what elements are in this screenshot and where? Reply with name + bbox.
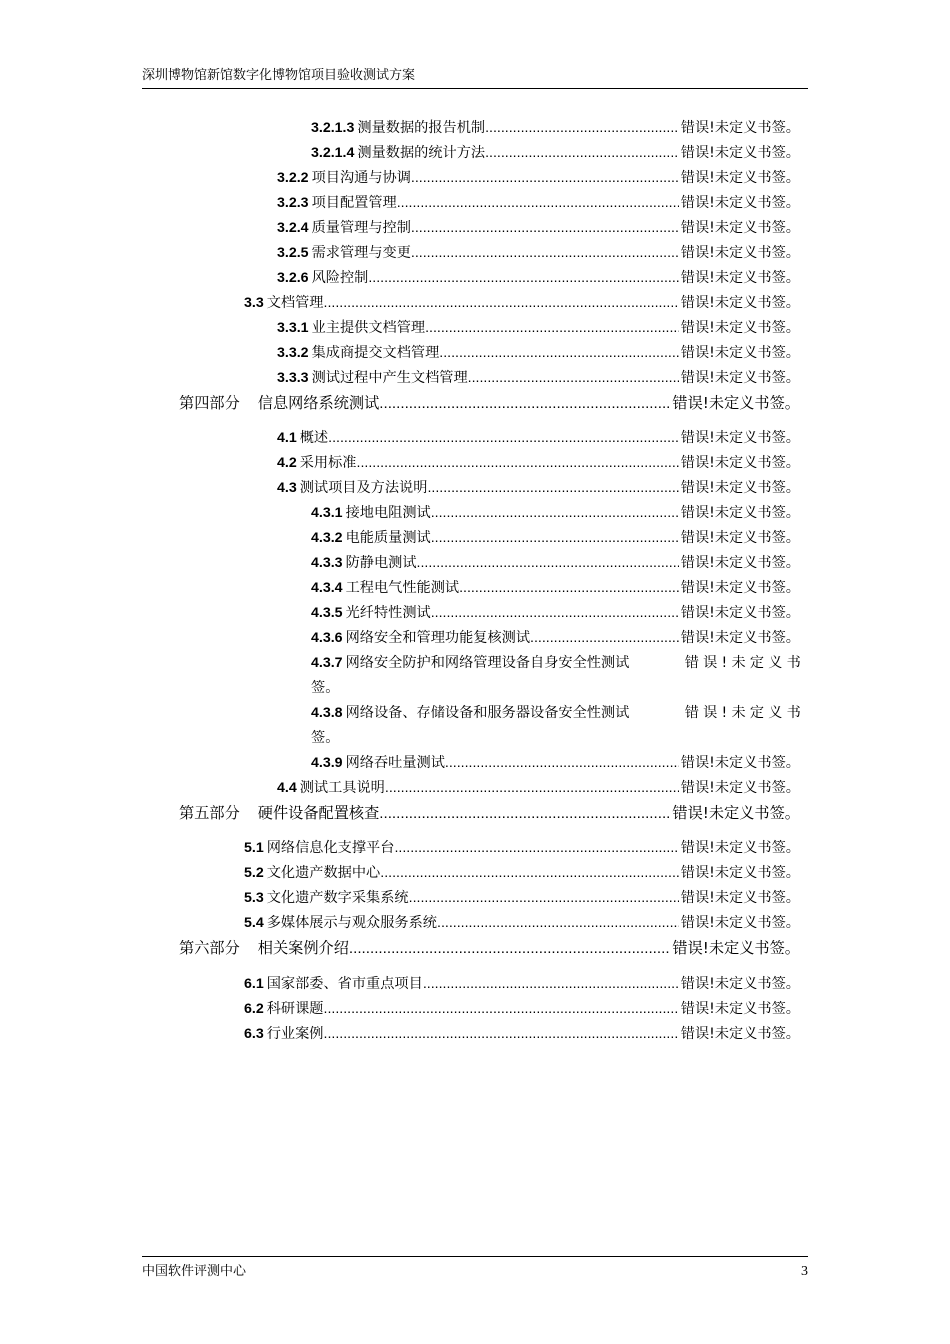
toc-entry-page: 错误!未定义书签。	[680, 195, 800, 211]
toc-entry-title: 相关案例介绍	[257, 939, 349, 957]
toc-entry-page: 错误!未定义书签。	[680, 120, 800, 136]
toc-entry-number: 4.3.7	[311, 655, 343, 671]
toc-entry-page: 错误!未定义书签。	[680, 915, 800, 931]
toc-entry[interactable]	[311, 551, 800, 576]
toc-leader	[485, 116, 679, 141]
toc-leader	[431, 501, 679, 526]
toc-entry-title: 硬件设备配置核查	[257, 804, 380, 822]
page-number: 3	[801, 1264, 808, 1279]
toc-leader	[328, 426, 679, 451]
toc-part-label: 第五部分	[179, 804, 240, 822]
toc-entry-page: 错误!未定义书签。	[680, 530, 800, 546]
toc-entry-title: 测试工具说明	[299, 780, 385, 796]
toc-entry-title: 测量数据的报告机制	[357, 120, 486, 136]
toc-entry-number: 4.3.9	[311, 755, 343, 771]
toc-entry[interactable]	[244, 836, 800, 861]
toc-leader	[530, 626, 679, 651]
toc-leader	[324, 997, 679, 1022]
toc-entry-number: 3.2.2	[277, 170, 309, 186]
toc-leader	[411, 241, 679, 266]
toc-entry-page: 错误!未定义书签。	[680, 505, 800, 521]
toc-entry[interactable]	[244, 861, 800, 886]
toc-entry[interactable]	[277, 426, 800, 451]
toc-entry-title: 多媒体展示与观众服务系统	[266, 915, 437, 931]
toc-entry[interactable]	[244, 291, 800, 316]
header-divider	[142, 88, 808, 89]
toc-entry-number: 4.3.2	[311, 530, 343, 546]
toc-entry-number: 3.3.1	[277, 320, 309, 336]
toc-entry-title: 质量管理与控制	[311, 220, 411, 236]
toc-entry[interactable]	[277, 476, 800, 501]
toc-entry-title: 需求管理与变更	[311, 245, 411, 261]
toc-entry-page: 错误!未定义书签。	[680, 755, 800, 771]
toc-entry-number: 5.3	[244, 890, 264, 906]
toc-entry-number: 4.3.8	[311, 705, 343, 721]
toc-part-entry[interactable]	[179, 391, 800, 416]
toc-entry-title: 科研课题	[266, 1001, 324, 1017]
toc-entry[interactable]	[277, 191, 800, 216]
document-header: 深圳博物馆新馆数字化博物馆项目验收测试方案	[142, 68, 416, 83]
toc-entry[interactable]	[277, 366, 800, 391]
toc-entry-page: 错误!未定义书签。	[680, 455, 800, 471]
toc-entry[interactable]	[277, 166, 800, 191]
toc-leader	[439, 341, 679, 366]
toc-leader	[324, 291, 679, 316]
toc-entry-title: 采用标准	[299, 455, 357, 471]
toc-entry-title: 测试项目及方法说明	[299, 480, 428, 496]
toc-part-entry[interactable]	[179, 801, 800, 826]
toc-entry-page: 错误!未定义书签。	[672, 394, 800, 412]
toc-entry[interactable]	[244, 972, 800, 997]
toc-entry-title: 文化遗产数字采集系统	[266, 890, 409, 906]
toc-entry-page: 错误!未定义书签。	[680, 580, 800, 596]
toc-entry-number: 3.3	[244, 295, 264, 311]
toc-entry-title: 文化遗产数据中心	[266, 865, 381, 881]
toc-entry-page: 错误!未定义书签。	[680, 245, 800, 261]
toc-entry-title: 测试过程中产生文档管理	[311, 370, 468, 386]
toc-entry-title: 工程电气性能测试	[345, 580, 460, 596]
toc-entry-title: 业主提供文档管理	[311, 320, 426, 336]
toc-entry-page: 错误!未定义书签。	[680, 430, 800, 446]
toc-entry[interactable]	[311, 576, 800, 601]
toc-entry-page: 错误!未定义书签。	[680, 555, 800, 571]
toc-entry-title: 电能质量测试	[345, 530, 431, 546]
toc-entry[interactable]	[277, 776, 800, 801]
toc-entry-number: 5.2	[244, 865, 264, 881]
toc-entry-number: 3.2.1.3	[311, 120, 355, 136]
toc-entry[interactable]	[311, 701, 805, 751]
toc-leader	[380, 861, 679, 886]
toc-entry-page-continued: 签。	[311, 680, 340, 696]
toc-entry-page: 错误!未定义书签。	[680, 270, 800, 286]
toc-leader	[397, 191, 679, 216]
toc-entry-page: 错误!未定义书签。	[680, 345, 800, 361]
toc-entry-page: 错误!未定义书签。	[672, 939, 800, 957]
toc-entry-number: 3.3.2	[277, 345, 309, 361]
toc-entry-number: 3.2.6	[277, 270, 309, 286]
toc-leader	[468, 366, 679, 391]
toc-entry-page: 错误!未定义书签。	[680, 145, 800, 161]
toc-entry-number: 3.2.1.4	[311, 145, 355, 161]
toc-entry-page: 错误!未定义书	[684, 655, 805, 671]
toc-entry[interactable]	[277, 216, 800, 241]
toc-entry-title: 防静电测试	[345, 555, 417, 571]
toc-entry-page: 错误!未定义书签。	[680, 630, 800, 646]
toc-entry[interactable]	[277, 451, 800, 476]
toc-entry-title: 网络信息化支撑平台	[266, 840, 395, 856]
toc-entry-title: 项目沟通与协调	[311, 170, 411, 186]
toc-entry-title: 网络吞吐量测试	[345, 755, 445, 771]
toc-leader	[411, 166, 679, 191]
toc-entry-title: 光纤特性测试	[345, 605, 431, 621]
toc-leader	[349, 936, 671, 961]
toc-leader	[385, 776, 679, 801]
toc-entry-number: 4.2	[277, 455, 297, 471]
toc-entry[interactable]	[311, 601, 800, 626]
toc-leader	[437, 911, 679, 936]
toc-entry-number: 3.2.4	[277, 220, 309, 236]
toc-entry-page: 错误!未定义书签。	[680, 840, 800, 856]
toc-part-label: 第四部分	[179, 394, 240, 412]
toc-entry-number: 4.3.4	[311, 580, 343, 596]
toc-leader	[445, 751, 679, 776]
toc-entry-page: 错误!未定义书签。	[672, 804, 800, 822]
toc-entry-title: 风险控制	[311, 270, 369, 286]
toc-entry[interactable]	[277, 241, 800, 266]
toc-entry[interactable]	[311, 141, 800, 166]
toc-leader	[357, 451, 679, 476]
toc-leader	[417, 551, 679, 576]
toc-entry-title: 国家部委、省市重点项目	[266, 976, 423, 992]
toc-entry-page: 错误!未定义书签。	[680, 1001, 800, 1017]
toc-entry-title: 测量数据的统计方法	[357, 145, 486, 161]
toc-leader	[427, 476, 678, 501]
toc-entry-number: 6.2	[244, 1001, 264, 1017]
toc-entry-number: 4.4	[277, 780, 297, 796]
toc-leader	[409, 886, 679, 911]
toc-entry[interactable]	[311, 626, 800, 651]
toc-entry-page: 错误!未定义书签。	[680, 890, 800, 906]
toc-entry[interactable]	[311, 501, 800, 526]
toc-entry-title: 项目配置管理	[311, 195, 397, 211]
toc-entry-page-continued: 签。	[311, 730, 340, 746]
toc-entry-number: 4.3.3	[311, 555, 343, 571]
toc-entry-title: 网络安全和管理功能复核测试	[345, 630, 531, 646]
toc-entry-page: 错误!未定义书签。	[680, 295, 800, 311]
toc-entry[interactable]	[311, 651, 805, 701]
toc-entry-number: 6.1	[244, 976, 264, 992]
toc-entry[interactable]	[244, 886, 800, 911]
toc-entry[interactable]	[311, 116, 800, 141]
toc-entry-number: 5.4	[244, 915, 264, 931]
toc-entry[interactable]	[244, 911, 800, 936]
toc-entry[interactable]	[244, 997, 800, 1022]
toc-entry-number: 5.1	[244, 840, 264, 856]
toc-entry-number: 4.3	[277, 480, 297, 496]
toc-entry-page: 错误!未定义书签。	[680, 320, 800, 336]
toc-entry-page: 错误!未定义书签。	[680, 220, 800, 236]
toc-leader	[459, 576, 679, 601]
toc-entry-page: 错误!未定义书签。	[680, 1026, 800, 1042]
toc-entry-page: 错误!未定义书签。	[680, 170, 800, 186]
toc-entry[interactable]	[277, 316, 800, 341]
toc-entry-number: 4.3.5	[311, 605, 343, 621]
toc-leader	[368, 266, 678, 291]
toc-entry-number: 6.3	[244, 1026, 264, 1042]
toc-leader	[379, 801, 670, 826]
toc-entry-page: 错误!未定义书签。	[680, 370, 800, 386]
toc-entry-number: 4.3.6	[311, 630, 343, 646]
toc-entry[interactable]	[244, 1022, 800, 1047]
toc-entry-title: 概述	[299, 430, 329, 446]
toc-entry[interactable]	[311, 526, 800, 551]
toc-entry-page: 错误!未定义书签。	[680, 976, 800, 992]
toc-leader	[431, 601, 679, 626]
toc-leader	[324, 1022, 679, 1047]
toc-entry-title: 文档管理	[266, 295, 324, 311]
toc-entry-page: 错误!未定义书签。	[680, 605, 800, 621]
toc-leader	[485, 141, 679, 166]
toc-leader	[394, 836, 678, 861]
toc-entry-number: 4.3.1	[311, 505, 343, 521]
toc-entry-number: 3.2.5	[277, 245, 309, 261]
toc-entry-page: 错误!未定义书签。	[680, 865, 800, 881]
toc-entry-page: 错误!未定义书签。	[680, 480, 800, 496]
toc-part-entry[interactable]	[179, 936, 800, 961]
toc-entry[interactable]	[277, 266, 800, 291]
toc-entry-title: 集成商提交文档管理	[311, 345, 440, 361]
footer-divider	[142, 1256, 808, 1257]
toc-leader	[411, 216, 679, 241]
toc-entry-number: 3.2.3	[277, 195, 309, 211]
toc-entry-title: 信息网络系统测试	[257, 394, 380, 412]
toc-entry-title: 网络安全防护和网络管理设备自身安全性测试	[345, 655, 630, 671]
toc-entry-number: 3.3.3	[277, 370, 309, 386]
toc-leader	[425, 316, 679, 341]
toc-entry-page: 错误!未定义书签。	[680, 780, 800, 796]
toc-leader	[431, 526, 679, 551]
toc-leader	[379, 391, 670, 416]
toc-entry[interactable]	[311, 751, 800, 776]
toc-part-label: 第六部分	[179, 939, 240, 957]
toc-entry-page: 错误!未定义书	[684, 705, 805, 721]
toc-leader	[423, 972, 679, 997]
toc-entry-number: 4.1	[277, 430, 297, 446]
toc-entry-title: 网络设备、存储设备和服务器设备安全性测试	[345, 705, 630, 721]
footer-organization: 中国软件评测中心	[142, 1264, 247, 1279]
toc-entry[interactable]	[277, 341, 800, 366]
toc-entry-title: 接地电阻测试	[345, 505, 431, 521]
toc-entry-title: 行业案例	[266, 1026, 324, 1042]
